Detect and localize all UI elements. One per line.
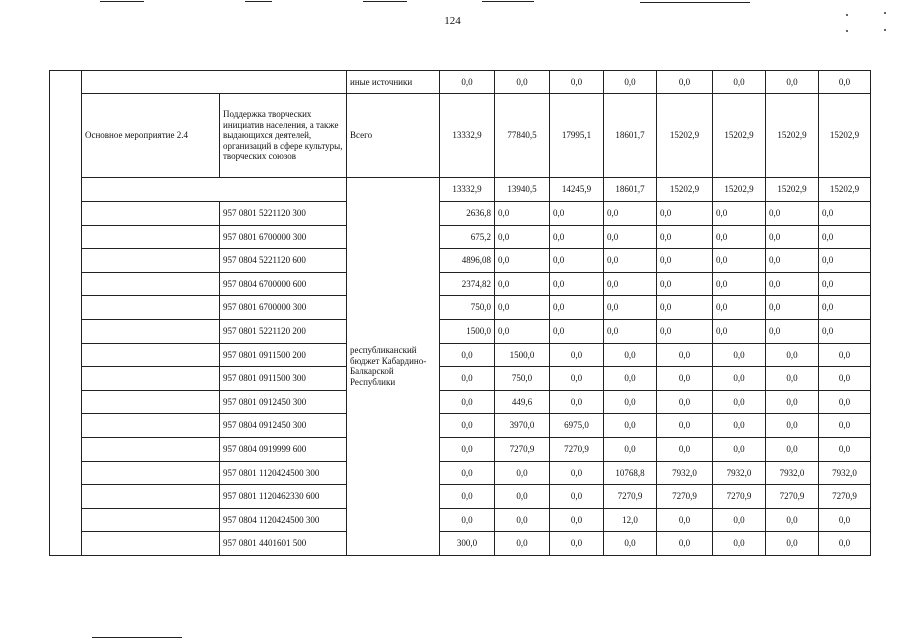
value-cell: 14245,9 bbox=[550, 178, 604, 202]
value-cell: 0,0 bbox=[713, 202, 766, 226]
value-cell: 0,0 bbox=[713, 414, 766, 438]
value-cell: 0,0 bbox=[657, 414, 713, 438]
value-cell: 0,0 bbox=[440, 414, 495, 438]
total-label: Всего bbox=[347, 94, 440, 178]
value-cell: 0,0 bbox=[604, 249, 657, 273]
value-cell: 0,0 bbox=[657, 390, 713, 414]
table-row bbox=[50, 367, 871, 391]
value-cell: 7270,9 bbox=[495, 437, 550, 461]
budget-code: 957 0801 0911500 200 bbox=[220, 343, 347, 367]
value-cell: 0,0 bbox=[495, 71, 550, 94]
financing-table bbox=[49, 70, 871, 556]
budget-code: 957 0801 6700000 300 bbox=[220, 296, 347, 320]
value-cell: 0,0 bbox=[713, 225, 766, 249]
empty-cell bbox=[82, 437, 220, 461]
value-cell: 300,0 bbox=[440, 532, 495, 556]
value-cell: 0,0 bbox=[819, 272, 871, 296]
value-cell: 13332,9 bbox=[440, 178, 495, 202]
value-cell: 0,0 bbox=[495, 272, 550, 296]
value-cell: 0,0 bbox=[713, 508, 766, 532]
value-cell: 449,6 bbox=[495, 390, 550, 414]
value-cell: 0,0 bbox=[550, 461, 604, 485]
value-cell: 2374,82 bbox=[440, 272, 495, 296]
empty-cell bbox=[82, 319, 220, 343]
empty-cell bbox=[82, 249, 220, 273]
value-cell: 2636,8 bbox=[440, 202, 495, 226]
value-cell: 0,0 bbox=[766, 225, 819, 249]
value-cell: 0,0 bbox=[550, 343, 604, 367]
table-row bbox=[50, 390, 871, 414]
value-cell: 0,0 bbox=[657, 249, 713, 273]
value-cell: 0,0 bbox=[550, 272, 604, 296]
empty-cell bbox=[82, 343, 220, 367]
table-row bbox=[50, 249, 871, 273]
empty-cell bbox=[50, 414, 82, 438]
value-cell: 13940,5 bbox=[495, 178, 550, 202]
value-cell: 15202,9 bbox=[713, 178, 766, 202]
empty-cell bbox=[82, 272, 220, 296]
value-cell: 0,0 bbox=[604, 202, 657, 226]
value-cell: 675,2 bbox=[440, 225, 495, 249]
scan-dot bbox=[846, 30, 848, 32]
empty-cell bbox=[50, 178, 82, 202]
budget-code: 957 0801 5221120 300 bbox=[220, 202, 347, 226]
value-cell: 0,0 bbox=[713, 71, 766, 94]
table-row bbox=[50, 532, 871, 556]
value-cell: 0,0 bbox=[495, 296, 550, 320]
value-cell: 15202,9 bbox=[819, 178, 871, 202]
value-cell: 10768,8 bbox=[604, 461, 657, 485]
value-cell: 0,0 bbox=[766, 414, 819, 438]
value-cell: 0,0 bbox=[713, 390, 766, 414]
value-cell: 0,0 bbox=[604, 437, 657, 461]
value-cell: 0,0 bbox=[657, 437, 713, 461]
value-cell: 0,0 bbox=[604, 367, 657, 391]
value-cell: 0,0 bbox=[495, 532, 550, 556]
value-cell: 0,0 bbox=[550, 367, 604, 391]
scan-mark-top-2 bbox=[245, 1, 272, 2]
value-cell: 0,0 bbox=[495, 485, 550, 509]
empty-cell bbox=[50, 249, 82, 273]
table-row-other-sources bbox=[50, 71, 871, 94]
value-cell: 0,0 bbox=[766, 272, 819, 296]
value-cell: 0,0 bbox=[495, 319, 550, 343]
empty-cell bbox=[82, 71, 347, 94]
value-cell: 15202,9 bbox=[657, 94, 713, 178]
value-cell: 0,0 bbox=[819, 71, 871, 94]
value-cell: 0,0 bbox=[604, 532, 657, 556]
value-cell: 7270,9 bbox=[713, 485, 766, 509]
value-cell: 0,0 bbox=[819, 437, 871, 461]
value-cell: 0,0 bbox=[819, 532, 871, 556]
value-cell: 15202,9 bbox=[766, 94, 819, 178]
value-cell: 0,0 bbox=[604, 225, 657, 249]
value-cell: 7270,9 bbox=[766, 485, 819, 509]
value-cell: 0,0 bbox=[495, 461, 550, 485]
table-row bbox=[50, 296, 871, 320]
value-cell: 0,0 bbox=[713, 437, 766, 461]
value-cell: 0,0 bbox=[766, 202, 819, 226]
value-cell: 750,0 bbox=[495, 367, 550, 391]
value-cell: 0,0 bbox=[657, 319, 713, 343]
value-cell: 0,0 bbox=[766, 343, 819, 367]
empty-cell bbox=[50, 461, 82, 485]
table-row bbox=[50, 225, 871, 249]
value-cell: 0,0 bbox=[766, 367, 819, 391]
value-cell: 0,0 bbox=[604, 390, 657, 414]
value-cell: 0,0 bbox=[440, 71, 495, 94]
value-cell: 15202,9 bbox=[713, 94, 766, 178]
value-cell: 0,0 bbox=[819, 249, 871, 273]
value-cell: 1500,0 bbox=[440, 319, 495, 343]
value-cell: 0,0 bbox=[604, 296, 657, 320]
value-cell: 0,0 bbox=[819, 414, 871, 438]
empty-cell bbox=[82, 178, 347, 202]
scan-dot bbox=[884, 29, 886, 31]
empty-cell bbox=[50, 202, 82, 226]
empty-cell bbox=[82, 390, 220, 414]
value-cell: 0,0 bbox=[766, 249, 819, 273]
value-cell: 0,0 bbox=[819, 367, 871, 391]
empty-cell bbox=[50, 319, 82, 343]
table-row-budget bbox=[50, 178, 871, 202]
empty-cell bbox=[50, 485, 82, 509]
value-cell: 0,0 bbox=[657, 296, 713, 320]
value-cell: 0,0 bbox=[713, 272, 766, 296]
value-cell: 0,0 bbox=[550, 390, 604, 414]
scan-mark-top-1 bbox=[100, 1, 144, 2]
empty-cell bbox=[82, 485, 220, 509]
value-cell: 1500,0 bbox=[495, 343, 550, 367]
value-cell: 750,0 bbox=[440, 296, 495, 320]
empty-cell bbox=[50, 437, 82, 461]
value-cell: 0,0 bbox=[550, 225, 604, 249]
value-cell: 0,0 bbox=[657, 367, 713, 391]
value-cell: 0,0 bbox=[604, 343, 657, 367]
value-cell: 7270,9 bbox=[550, 437, 604, 461]
value-cell: 0,0 bbox=[657, 71, 713, 94]
value-cell: 0,0 bbox=[550, 319, 604, 343]
budget-label: республиканский бюджет Кабардино-Балкарской Республики bbox=[347, 178, 440, 556]
budget-code: 957 0801 1120424500 300 bbox=[220, 461, 347, 485]
value-cell: 0,0 bbox=[713, 319, 766, 343]
value-cell: 17995,1 bbox=[550, 94, 604, 178]
value-cell: 0,0 bbox=[766, 71, 819, 94]
value-cell: 0,0 bbox=[819, 343, 871, 367]
value-cell: 7932,0 bbox=[713, 461, 766, 485]
value-cell: 4896,08 bbox=[440, 249, 495, 273]
source-label: иные источники bbox=[347, 71, 440, 94]
value-cell: 0,0 bbox=[657, 225, 713, 249]
scan-dot bbox=[884, 12, 886, 14]
empty-cell bbox=[82, 367, 220, 391]
value-cell: 0,0 bbox=[440, 390, 495, 414]
empty-cell bbox=[50, 367, 82, 391]
value-cell: 0,0 bbox=[550, 71, 604, 94]
empty-cell bbox=[82, 414, 220, 438]
budget-code: 957 0801 0912450 300 bbox=[220, 390, 347, 414]
value-cell: 7270,9 bbox=[819, 485, 871, 509]
value-cell: 0,0 bbox=[713, 343, 766, 367]
table-row bbox=[50, 437, 871, 461]
value-cell: 0,0 bbox=[604, 414, 657, 438]
empty-cell bbox=[82, 461, 220, 485]
measure-code: Основное мероприятие 2.4 bbox=[82, 94, 220, 178]
value-cell: 12,0 bbox=[604, 508, 657, 532]
empty-cell bbox=[82, 532, 220, 556]
value-cell: 0,0 bbox=[495, 202, 550, 226]
value-cell: 0,0 bbox=[550, 485, 604, 509]
empty-cell bbox=[50, 94, 82, 178]
measure-name: Поддержка творческих инициатив населения, а также выдающихся деятелей, организаций в сфере культуры, творческих союзов bbox=[220, 94, 347, 178]
value-cell: 0,0 bbox=[819, 319, 871, 343]
empty-cell bbox=[50, 508, 82, 532]
value-cell: 0,0 bbox=[766, 437, 819, 461]
value-cell: 0,0 bbox=[604, 71, 657, 94]
table-row bbox=[50, 272, 871, 296]
value-cell: 0,0 bbox=[495, 508, 550, 532]
value-cell: 6975,0 bbox=[550, 414, 604, 438]
scan-mark-top-5 bbox=[640, 2, 750, 3]
scan-mark-top-3 bbox=[363, 1, 407, 2]
value-cell: 0,0 bbox=[713, 249, 766, 273]
value-cell: 0,0 bbox=[657, 343, 713, 367]
value-cell: 0,0 bbox=[713, 296, 766, 320]
value-cell: 18601,7 bbox=[604, 94, 657, 178]
empty-cell bbox=[50, 225, 82, 249]
empty-cell bbox=[50, 272, 82, 296]
value-cell: 0,0 bbox=[440, 508, 495, 532]
empty-cell bbox=[50, 71, 82, 94]
value-cell: 0,0 bbox=[766, 508, 819, 532]
empty-cell bbox=[82, 225, 220, 249]
value-cell: 0,0 bbox=[495, 225, 550, 249]
budget-code: 957 0801 4401601 500 bbox=[220, 532, 347, 556]
value-cell: 13332,9 bbox=[440, 94, 495, 178]
value-cell: 7932,0 bbox=[766, 461, 819, 485]
value-cell: 15202,9 bbox=[657, 178, 713, 202]
budget-code: 957 0801 5221120 200 bbox=[220, 319, 347, 343]
scan-mark-top-4 bbox=[482, 1, 534, 2]
budget-code: 957 0804 0919999 600 bbox=[220, 437, 347, 461]
budget-code: 957 0804 1120424500 300 bbox=[220, 508, 347, 532]
budget-code: 957 0801 0911500 300 bbox=[220, 367, 347, 391]
budget-code: 957 0804 5221120 600 bbox=[220, 249, 347, 273]
table-row bbox=[50, 319, 871, 343]
empty-cell bbox=[50, 343, 82, 367]
value-cell: 0,0 bbox=[819, 296, 871, 320]
value-cell: 0,0 bbox=[766, 390, 819, 414]
value-cell: 3970,0 bbox=[495, 414, 550, 438]
budget-code: 957 0804 6700000 600 bbox=[220, 272, 347, 296]
budget-code: 957 0801 1120462330 600 bbox=[220, 485, 347, 509]
table-row bbox=[50, 414, 871, 438]
value-cell: 0,0 bbox=[766, 319, 819, 343]
table-row bbox=[50, 343, 871, 367]
value-cell: 0,0 bbox=[440, 343, 495, 367]
value-cell: 0,0 bbox=[819, 202, 871, 226]
value-cell: 0,0 bbox=[550, 296, 604, 320]
value-cell: 7270,9 bbox=[657, 485, 713, 509]
empty-cell bbox=[50, 296, 82, 320]
empty-cell bbox=[82, 296, 220, 320]
value-cell: 0,0 bbox=[657, 508, 713, 532]
page-number: 124 bbox=[444, 15, 461, 27]
value-cell: 0,0 bbox=[713, 367, 766, 391]
value-cell: 0,0 bbox=[550, 508, 604, 532]
table-row bbox=[50, 202, 871, 226]
value-cell: 0,0 bbox=[550, 249, 604, 273]
value-cell: 77840,5 bbox=[495, 94, 550, 178]
table-row bbox=[50, 508, 871, 532]
value-cell: 0,0 bbox=[657, 272, 713, 296]
budget-code: 957 0804 0912450 300 bbox=[220, 414, 347, 438]
value-cell: 0,0 bbox=[604, 272, 657, 296]
value-cell: 18601,7 bbox=[604, 178, 657, 202]
value-cell: 15202,9 bbox=[819, 94, 871, 178]
budget-code: 957 0801 6700000 300 bbox=[220, 225, 347, 249]
value-cell: 7270,9 bbox=[604, 485, 657, 509]
value-cell: 0,0 bbox=[550, 532, 604, 556]
value-cell: 0,0 bbox=[766, 532, 819, 556]
table-row-measure-total bbox=[50, 94, 871, 178]
value-cell: 7932,0 bbox=[819, 461, 871, 485]
empty-cell bbox=[82, 508, 220, 532]
value-cell: 0,0 bbox=[440, 461, 495, 485]
empty-cell bbox=[50, 532, 82, 556]
value-cell: 0,0 bbox=[604, 319, 657, 343]
empty-cell bbox=[50, 390, 82, 414]
scan-mark-bottom bbox=[92, 637, 182, 638]
value-cell: 0,0 bbox=[440, 485, 495, 509]
value-cell: 15202,9 bbox=[766, 178, 819, 202]
value-cell: 0,0 bbox=[819, 225, 871, 249]
value-cell: 7932,0 bbox=[657, 461, 713, 485]
value-cell: 0,0 bbox=[657, 532, 713, 556]
value-cell: 0,0 bbox=[440, 367, 495, 391]
value-cell: 0,0 bbox=[819, 508, 871, 532]
table-row bbox=[50, 485, 871, 509]
value-cell: 0,0 bbox=[440, 437, 495, 461]
table-row bbox=[50, 461, 871, 485]
value-cell: 0,0 bbox=[819, 390, 871, 414]
value-cell: 0,0 bbox=[657, 202, 713, 226]
value-cell: 0,0 bbox=[495, 249, 550, 273]
value-cell: 0,0 bbox=[713, 532, 766, 556]
empty-cell bbox=[82, 202, 220, 226]
value-cell: 0,0 bbox=[766, 296, 819, 320]
value-cell: 0,0 bbox=[550, 202, 604, 226]
